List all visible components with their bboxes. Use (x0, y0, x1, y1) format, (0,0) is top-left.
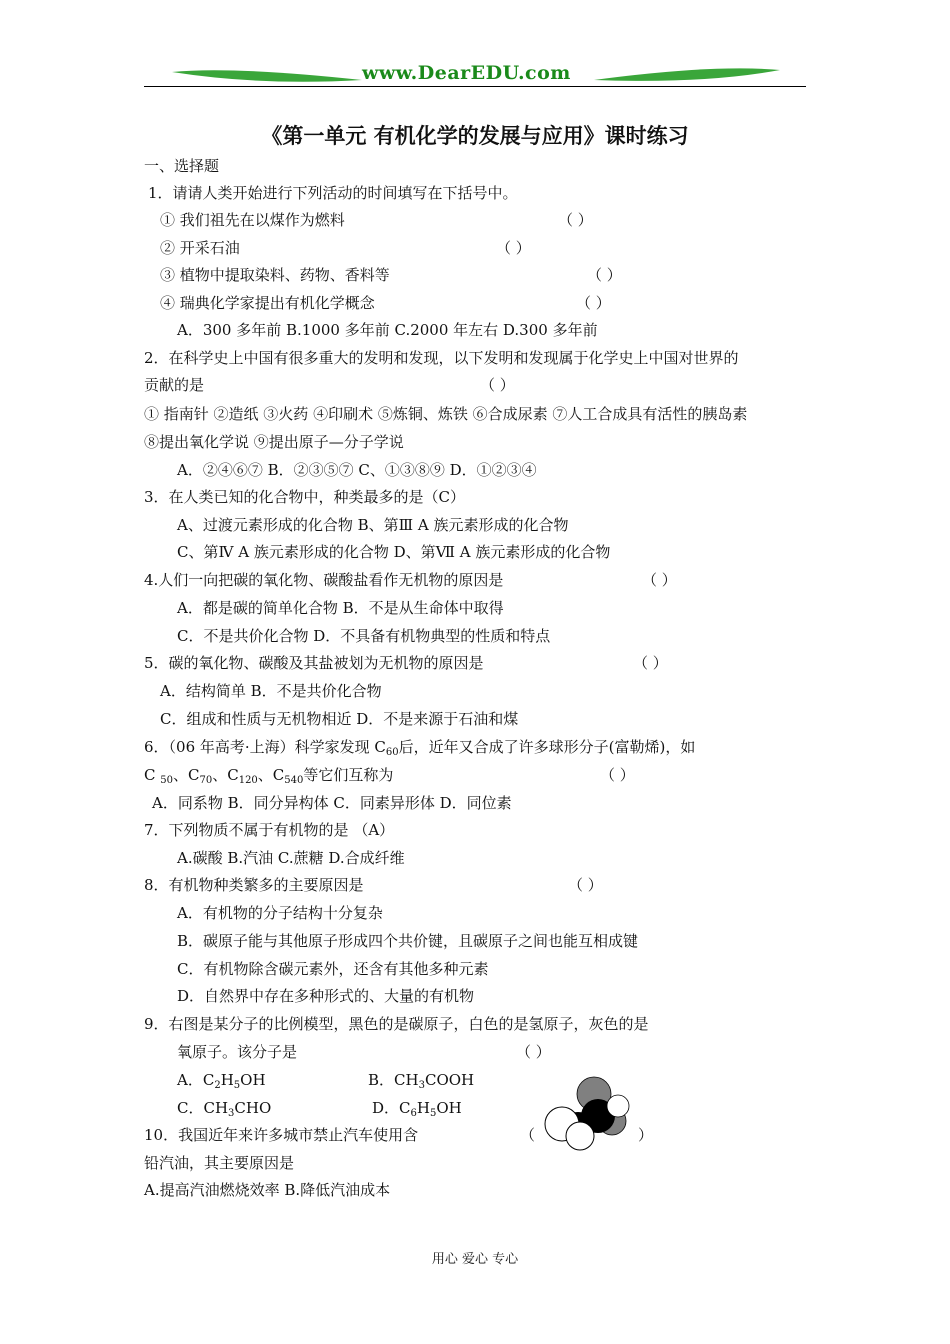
question-8-option-d: D．自然界中存在多种形式的、大量的有机物 (177, 987, 475, 1005)
subscript: 6 (410, 1108, 417, 1119)
question-5-options-cd: C．组成和性质与无机物相近 D．不是来源于石油和煤 (160, 710, 519, 728)
hydrogen-atom (566, 1122, 594, 1150)
leaf-swoosh-right-icon (594, 66, 784, 86)
question-1-item-c: ③ 植物中提取染料、药物、香料等 (160, 266, 390, 284)
question-2-items-2: ⑧提出氧化学说 ⑨提出原子—分子学说 (144, 433, 404, 451)
formula-part: C (144, 766, 156, 784)
question-10: 10．我国近年来许多城市禁止汽车使用含 (144, 1126, 419, 1144)
question-2: 2．在科学史上中国有很多重大的发明和发现，以下发明和发现属于化学史上中国对世界的 (144, 349, 739, 367)
question-1: 1．请请人类开始进行下列活动的时间填写在下括号中。 (148, 184, 518, 202)
question-9: 9．右图是某分子的比例模型，黑色的是碳原子，白色的是氢原子，灰色的是 (144, 1015, 649, 1033)
question-10-continued: 铅汽油，其主要原因是 (144, 1154, 295, 1172)
answer-blank: （ ） (587, 266, 622, 284)
question-4: 4.人们一向把碳的氧化物、碳酸盐看作无机物的原因是 (144, 571, 504, 589)
answer-blank: （ ） (516, 1043, 551, 1061)
question-2-continued: 贡献的是 (144, 376, 205, 394)
formula-part: H (220, 1071, 234, 1089)
answer-blank: （ ） (633, 654, 668, 672)
question-6-text-d: 等它们互称为 (303, 766, 394, 784)
question-9-option-c (177, 1098, 271, 1118)
formula-part: OH (240, 1071, 266, 1089)
formula-part: CHO (234, 1099, 272, 1117)
header (144, 58, 806, 90)
question-8-option-c: C．有机物除含碳元素外，还含有其他多种元素 (177, 960, 489, 978)
question-9-continued: 氧原子。该分子是 (177, 1043, 298, 1061)
subscript: 70 (199, 775, 213, 786)
answer-blank: （ ） (480, 376, 515, 394)
question-2-options: A．②④⑥⑦ B．②③⑤⑦ C、①③⑧⑨ D．①②③④ (177, 461, 537, 479)
formula-part: OH (436, 1099, 462, 1117)
hydrogen-atom (607, 1095, 629, 1117)
question-1-options: A．300 多年前 B.1000 多年前 C.2000 年左右 D.300 多年前 (177, 321, 598, 339)
answer-blank-right: ） (638, 1126, 654, 1144)
question-3-options-ab: A、过渡元素形成的化合物 B、第Ⅲ A 族元素形成的化合物 (177, 516, 569, 534)
formula-part: D．C (372, 1099, 411, 1117)
question-2-items-1: ① 指南针 ②造纸 ③火药 ④印刷术 ⑤炼铜、炼铁 ⑥合成尿素 ⑦人工合成具有活性的胰岛素 (144, 405, 748, 423)
question-3: 3．在人类已知的化合物中，种类最多的是（C） (144, 488, 466, 506)
question-8-option-b: B．碳原子能与其他原子形成四个共价键，且碳原子之间也能互相成键 (177, 932, 639, 950)
answer-blank-left: （ (520, 1126, 536, 1144)
formula-part: C．CH (177, 1099, 229, 1117)
answer-blank: （ ） (568, 876, 603, 894)
subscript: 5 (233, 1080, 241, 1091)
question-1-item-b: ② 开采石油 (160, 239, 240, 257)
question-8: 8．有机物种类繁多的主要原因是 (144, 876, 364, 894)
answer-blank: （ ） (600, 766, 635, 784)
question-6-options: A．同系物 B．同分异构体 C．同素异形体 D．同位素 (152, 794, 512, 812)
molecule-model-figure (540, 1074, 640, 1156)
question-1-item-d: ④ 瑞典化学家提出有机化学概念 (160, 294, 375, 312)
formula-part: 、C (212, 766, 239, 784)
page-footer: 用心 爱心 专心 (431, 1252, 519, 1267)
formula-part: H (416, 1099, 430, 1117)
question-9-option-d (372, 1098, 462, 1118)
subscript: 60 (385, 747, 399, 758)
question-7: 7．下列物质不属于有机物的是 （A） (144, 821, 395, 839)
subscript: 50 (160, 775, 173, 786)
question-1-item-a: ① 我们祖先在以煤作为燃料 (160, 211, 345, 229)
question-9-option-b (368, 1070, 474, 1090)
formula-part: B．CH (368, 1071, 419, 1089)
section-heading: 一、选择题 (144, 157, 220, 175)
question-8-option-a: A．有机物的分子结构十分复杂 (177, 904, 383, 922)
answer-blank: （ ） (496, 239, 531, 257)
subscript: 3 (228, 1108, 235, 1119)
leaf-swoosh-left-icon (172, 66, 362, 86)
question-10-options: A.提高汽油燃烧效率 B.降低汽油成本 (144, 1181, 391, 1199)
formula-part: 、C (257, 766, 285, 784)
subscript: 540 (284, 775, 304, 786)
answer-blank: （ ） (576, 294, 611, 312)
question-6-continued (144, 765, 393, 785)
header-divider (144, 86, 806, 87)
question-4-options-cd: C．不是共价化合物 D．不具备有机物典型的性质和特点 (177, 627, 551, 645)
subscript: 5 (429, 1108, 437, 1119)
formula-part: 、C (173, 766, 200, 784)
question-6 (144, 737, 695, 757)
subscript: 120 (238, 775, 258, 786)
question-6-text-a: 6．（06 年高考·上海）科学家发现 C (144, 738, 386, 756)
site-logo-text: www.DearEDU.com (362, 62, 571, 84)
answer-blank: （ ） (558, 211, 593, 229)
question-4-options-ab: A．都是碳的简单化合物 B．不是从生命体中取得 (177, 599, 504, 617)
question-6-text-b: 后，近年又合成了许多球形分子(富勒烯)，如 (398, 738, 696, 756)
question-5-options-ab: A．结构简单 B．不是共价化合物 (160, 682, 382, 700)
page-title: 《第一单元 有机化学的发展与应用》课时练习 (261, 124, 689, 148)
subscript: 2 (214, 1080, 221, 1091)
formula-part: COOH (424, 1071, 475, 1089)
formula-part: A．C (177, 1071, 215, 1089)
question-3-options-cd: C、第Ⅳ A 族元素形成的化合物 D、第Ⅶ A 族元素形成的化合物 (177, 543, 611, 561)
subscript: 3 (418, 1080, 425, 1091)
question-9-option-a (177, 1070, 266, 1090)
question-7-options: A.碳酸 B.汽油 C.蔗糖 D.合成纤维 (177, 849, 405, 867)
question-5: 5．碳的氧化物、碳酸及其盐被划为无机物的原因是 (144, 654, 484, 672)
answer-blank: （ ） (642, 571, 677, 589)
